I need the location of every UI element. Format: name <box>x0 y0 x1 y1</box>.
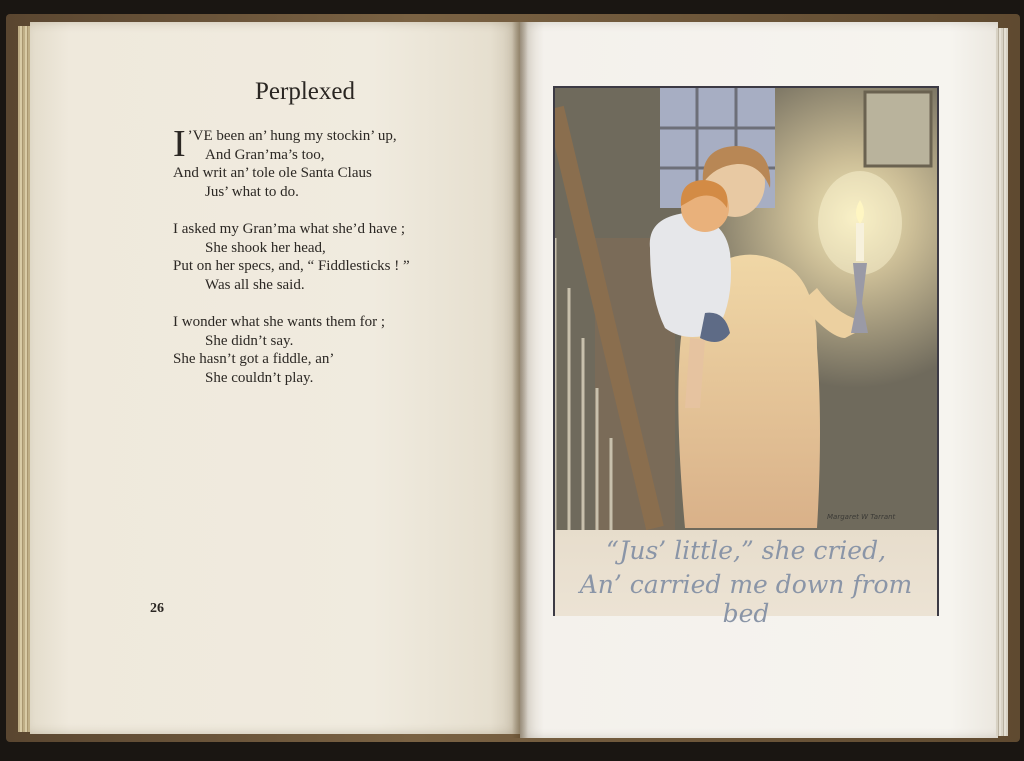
poem-line: ’VE been an’ hung my stockin’ up, <box>187 128 397 144</box>
artist-signature: Margaret W Tarrant <box>827 513 896 521</box>
caption-line-2: An’ carried me down from bed <box>579 570 913 628</box>
stanza-3 <box>173 313 493 387</box>
poem-line: And Gran’ma’s too, <box>205 146 325 163</box>
drop-cap: I <box>173 123 186 165</box>
poem-line: She couldn’t play. <box>205 369 314 386</box>
poem-line: Jus’ what to do. <box>205 183 299 200</box>
poem-line: Put on her specs, and, “ Fiddlesticks ! ” <box>173 258 410 275</box>
poem-line: And writ an’ tole ole Santa Claus <box>173 165 372 182</box>
right-page-edges <box>996 28 1008 736</box>
stanza-1 <box>173 123 493 201</box>
poem-line: I asked my Gran’ma what she’d have ; <box>173 220 406 237</box>
poem-title: Perplexed <box>255 78 355 105</box>
page-number: 26 <box>150 601 164 616</box>
candle <box>856 223 864 261</box>
illustration-plate <box>553 86 939 628</box>
illustration <box>555 88 937 530</box>
poem-body <box>173 123 493 406</box>
poem-line: She hasn’t got a fiddle, an’ <box>173 351 335 368</box>
caption-line-1: “Jus’ little,” she cried, <box>605 536 887 565</box>
poem-line: She shook her head, <box>205 239 326 256</box>
book-gutter <box>512 22 528 738</box>
stanza-2 <box>173 220 493 294</box>
illustration-caption <box>555 530 937 628</box>
wall-picture <box>865 92 931 166</box>
poem-line: She didn’t say. <box>205 332 294 349</box>
poem-line: I wonder what she wants them for ; <box>173 313 386 330</box>
poem-line: Was all she said. <box>205 276 305 293</box>
